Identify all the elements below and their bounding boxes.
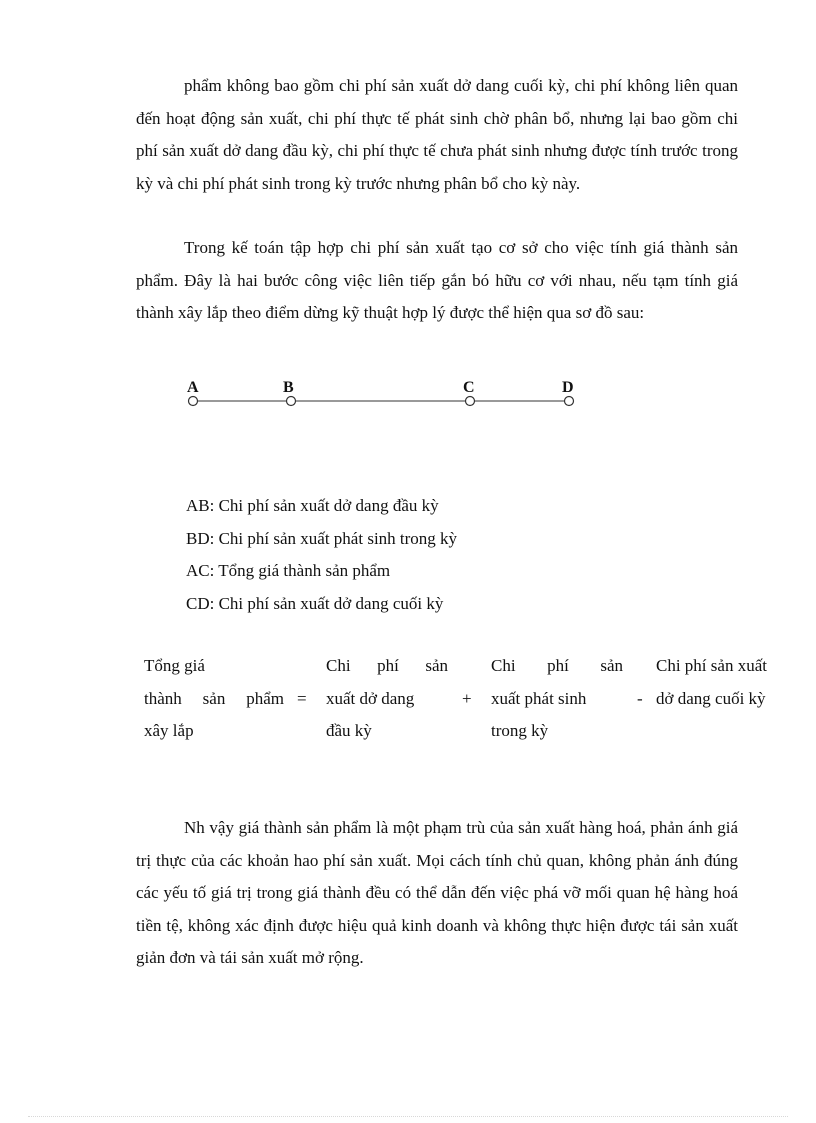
timeline-label-c: C [463,379,475,396]
legend-item-cd: CD: Chi phí sản xuất dở dang cuối kỳ [186,593,444,613]
timeline-point-d [565,397,574,406]
legend-item-bd: BD: Chi phí sản xuất phát sinh trong kỳ [186,528,458,548]
formula-total-line-3: xây lắp [144,721,194,740]
formula-total-cost [144,650,284,748]
cost-timeline-diagram [180,372,600,422]
formula-incurred-line-2: xuất phát sinh [491,688,587,708]
formula-total-line-2: thành sản phẩm [144,688,284,708]
formula-opening-wip [326,650,448,748]
formula-closing-wip [656,650,791,715]
paragraph-cost-scope: phẩm không bao gồm chi phí sản xuất dở dang cuối kỳ, chi phí không liên quan đến hoạt động sản xuất, chi phí thực tế phát sinh chờ phân bổ, nhưng lại bao gồm chi phí sản xuất dở dang đầu kỳ, chi phí thực tế chưa phát sinh nhưng được tính trước trong kỳ và chi phí phát sinh trong kỳ trước nhưng phân bổ cho kỳ này. [136,76,738,193]
timeline-point-b [287,397,296,406]
formula-equals-sign: = [297,688,307,708]
timeline-label-b: B [283,379,294,396]
paragraph-conclusion: Nh vậy giá thành sản phẩm là một phạm trù của sản xuất hàng hoá, phản ánh giá trị thực của các khoản hao phí sản xuất. Mọi cách tính chủ quan, không phản ánh đúng các yếu tố giá trị trong giá thành đều có thể dẫn đến việc phá vỡ mối quan hệ hàng hoá tiền tệ, không xác định được hiệu quả kinh doanh và không thực hiện được tái sản xuất giản đơn và tái sản xuất mở rộng. [136,818,738,967]
formula-incurred-cost [491,650,623,748]
formula-total-line-1: Tổng giá [144,656,205,675]
formula-opening-line-1: Chi phí sản [326,656,448,675]
formula-opening-line-3: đầu kỳ [326,721,372,740]
timeline-label-d: D [562,379,574,396]
legend-item-ab: AB: Chi phí sản xuất dở dang đầu kỳ [186,496,439,515]
paragraph-cost-accounting: Trong kế toán tập hợp chi phí sản xuất tạo cơ sở cho việc tính giá thành sản phẩm. Đây là hai bước công việc liên tiếp gắn bó hữu cơ với nhau, nếu tạm tính giá thành xây lắp theo điểm dừng kỹ thuật hợp lý được thể hiện qua sơ đồ sau: [136,238,738,322]
page-footer-divider [28,1116,788,1117]
formula-incurred-line-3: trong kỳ [491,721,549,740]
diagram-legend [186,490,457,620]
formula-closing-line-1: Chi phí sản xuất [656,656,767,675]
formula-plus-sign: + [462,688,472,708]
timeline-point-a [189,397,198,406]
cost-formula [0,650,816,750]
formula-opening-line-2: xuất dở dang [326,688,415,708]
timeline-label-a: A [187,379,199,396]
timeline-point-c [466,397,475,406]
formula-incurred-line-1: Chi phí sản [491,656,623,675]
formula-minus-sign: - [637,688,643,708]
legend-item-ac: AC: Tổng giá thành sản phẩm [186,561,391,580]
formula-closing-line-2: dở dang cuối kỳ [656,688,766,708]
